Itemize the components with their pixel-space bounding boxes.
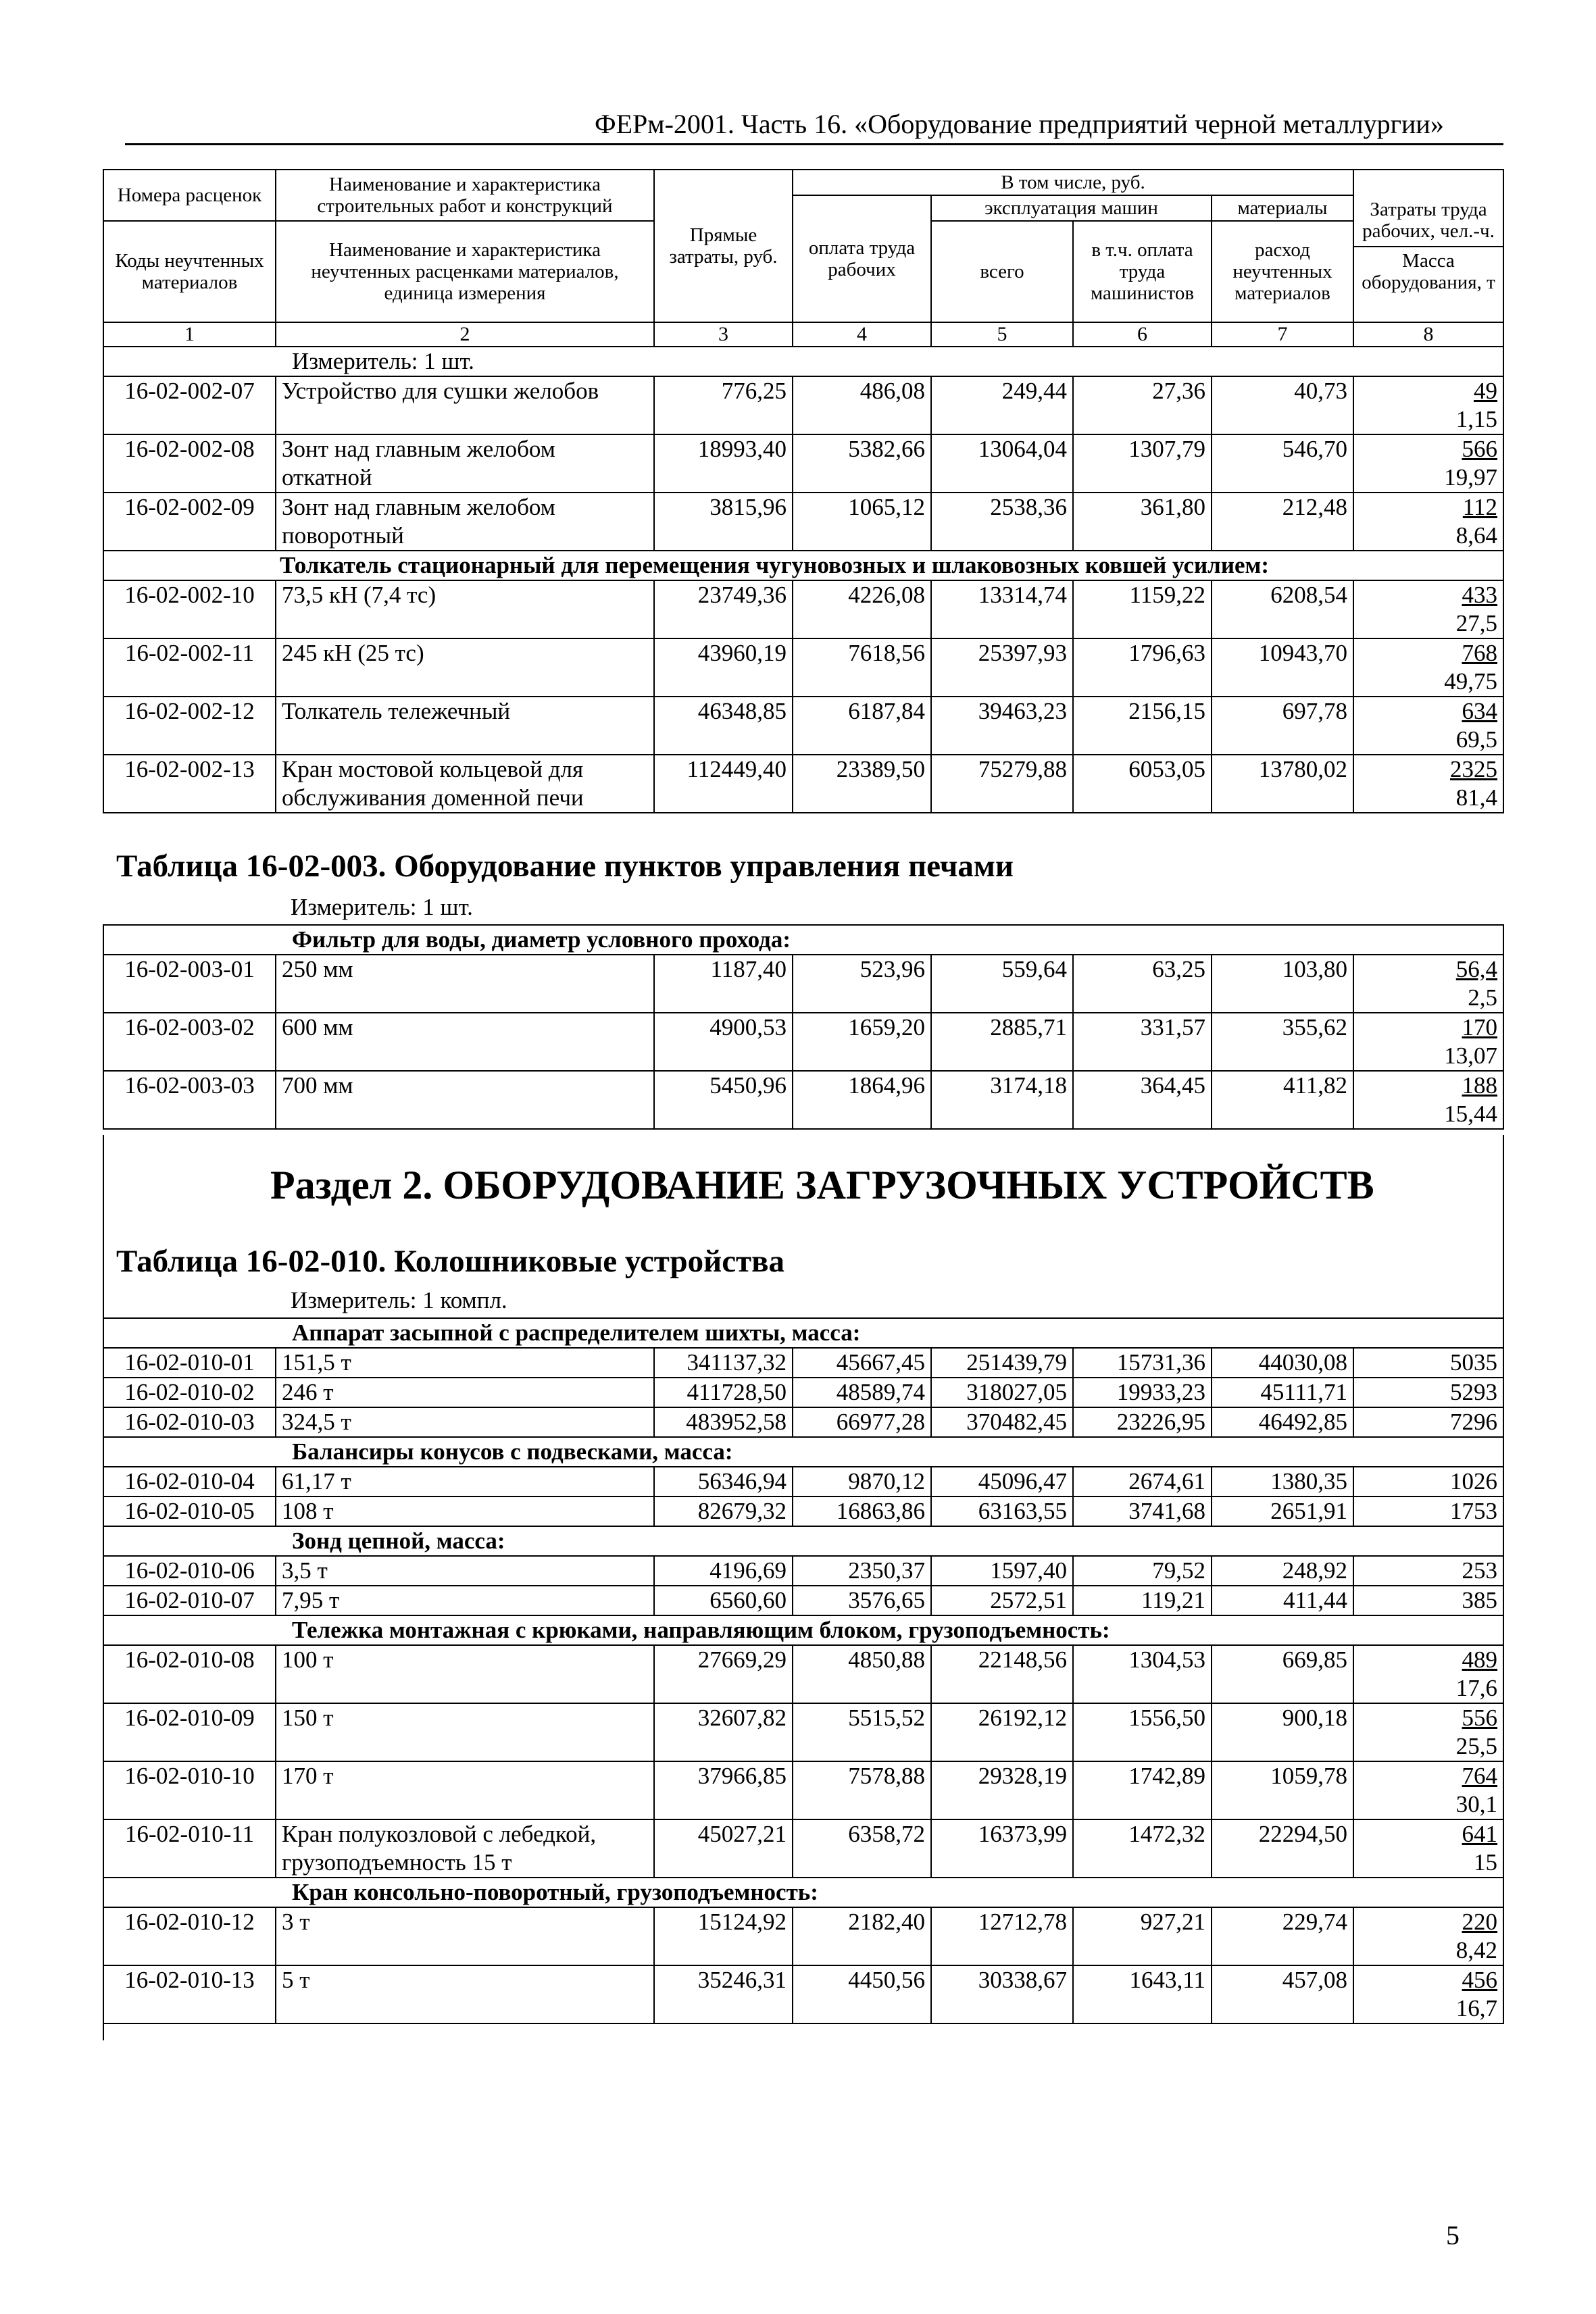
equipment-mass: 15,44 <box>1444 1101 1498 1127</box>
item-name: 108 т <box>276 1496 654 1526</box>
materials-cost: 248,92 <box>1212 1556 1353 1586</box>
rate-code: 16-02-002-07 <box>103 376 276 434</box>
direct-costs: 483952,58 <box>654 1407 793 1437</box>
column-number: 2 <box>276 322 654 347</box>
direct-costs: 15124,92 <box>654 1907 793 1965</box>
rate-code: 16-02-010-05 <box>103 1496 276 1526</box>
worker-pay: 48589,74 <box>793 1378 931 1407</box>
machine-total: 25397,93 <box>931 638 1073 697</box>
item-name: Кран полукозловой с лебедкой, грузоподъемность 15 т <box>276 1819 654 1878</box>
materials-cost: 1380,35 <box>1212 1467 1353 1496</box>
item-name: 3,5 т <box>276 1556 654 1586</box>
machinist-pay: 1159,22 <box>1073 580 1212 638</box>
labor-mass-cell <box>1353 1586 1503 1615</box>
machine-total: 1597,40 <box>931 1556 1073 1586</box>
materials-cost: 457,08 <box>1212 1965 1353 2023</box>
equipment-mass: 13,07 <box>1444 1042 1498 1069</box>
table-row <box>103 434 1503 493</box>
table-title-16-02-003: Таблица 16-02-003. Оборудование пунктов управления печами <box>116 849 1014 884</box>
machine-total: 30338,67 <box>931 1965 1073 2023</box>
machine-total: 13064,04 <box>931 434 1073 493</box>
machinist-pay: 1742,89 <box>1073 1761 1212 1819</box>
labor-hours: 220 <box>1462 1909 1498 1935</box>
direct-costs: 43960,19 <box>654 638 793 697</box>
direct-costs: 56346,94 <box>654 1467 793 1496</box>
table-row <box>103 638 1503 697</box>
worker-pay: 6358,72 <box>793 1819 931 1878</box>
direct-costs: 23749,36 <box>654 580 793 638</box>
table-row <box>103 1586 1503 1615</box>
materials-cost: 10943,70 <box>1212 638 1353 697</box>
table-row <box>103 1378 1503 1407</box>
machine-total: 3174,18 <box>931 1071 1073 1129</box>
table-title-16-02-010: Таблица 16-02-010. Колошниковые устройства <box>116 1244 785 1279</box>
worker-pay: 7618,56 <box>793 638 931 697</box>
header-worker-pay: оплата труда рабочих <box>793 195 931 322</box>
machinist-pay: 1304,53 <box>1073 1645 1212 1703</box>
worker-pay: 2350,37 <box>793 1556 931 1586</box>
machine-total: 39463,23 <box>931 697 1073 755</box>
materials-cost: 697,78 <box>1212 697 1353 755</box>
worker-pay: 1864,96 <box>793 1071 931 1129</box>
materials-cost: 13780,02 <box>1212 755 1353 813</box>
worker-pay: 66977,28 <box>793 1407 931 1437</box>
labor-hours: 170 <box>1462 1014 1498 1040</box>
labor-mass-cell <box>1353 955 1503 1013</box>
machinist-pay: 1796,63 <box>1073 638 1212 697</box>
table-row <box>103 1348 1503 1378</box>
worker-pay: 45667,45 <box>793 1348 931 1378</box>
header-material-codes: Коды неучтенных материалов <box>103 221 276 322</box>
equipment-mass: 1,15 <box>1455 406 1497 432</box>
materials-cost: 229,74 <box>1212 1907 1353 1965</box>
labor-mass-cell <box>1353 1761 1503 1819</box>
table-row <box>103 1407 1503 1437</box>
machinist-pay: 79,52 <box>1073 1556 1212 1586</box>
machine-total: 249,44 <box>931 376 1073 434</box>
worker-pay: 4226,08 <box>793 580 931 638</box>
materials-cost: 355,62 <box>1212 1013 1353 1071</box>
labor-hours: 112 <box>1462 494 1497 520</box>
item-name: Зонт над главным желобом поворотный <box>276 493 654 551</box>
group-heading: Фильтр для воды, диаметр условного прохода: <box>103 925 1503 955</box>
labor-mass-cell <box>1353 697 1503 755</box>
header-labor: Затраты труда рабочих, чел.-ч. <box>1354 196 1503 247</box>
machinist-pay: 15731,36 <box>1073 1348 1212 1378</box>
direct-costs: 18993,40 <box>654 434 793 493</box>
machine-total: 2538,36 <box>931 493 1073 551</box>
labor-mass-cell <box>1353 1013 1503 1071</box>
header-machine-operation: эксплуатация машин <box>931 195 1212 221</box>
item-name: 5 т <box>276 1965 654 2023</box>
equipment-mass: 15 <box>1474 1849 1498 1876</box>
item-name: 61,17 т <box>276 1467 654 1496</box>
measure-unit: Измеритель: 1 шт. <box>291 894 473 920</box>
labor-mass-cell <box>1353 580 1503 638</box>
worker-pay: 486,08 <box>793 376 931 434</box>
item-name: 7,95 т <box>276 1586 654 1615</box>
labor-mass-cell <box>1353 1965 1503 2023</box>
machinist-pay: 2156,15 <box>1073 697 1212 755</box>
equipment-mass: 30,1 <box>1455 1791 1498 1817</box>
machine-total: 22148,56 <box>931 1645 1073 1703</box>
column-number: 1 <box>103 322 276 347</box>
equipment-mass: 8,42 <box>1455 1937 1498 1963</box>
labor-hours: 5035 <box>1450 1349 1498 1376</box>
table-row <box>103 1071 1503 1129</box>
equipment-mass: 27,5 <box>1455 610 1497 636</box>
machinist-pay: 19933,23 <box>1073 1378 1212 1407</box>
direct-costs: 4900,53 <box>654 1013 793 1071</box>
machinist-pay: 6053,05 <box>1073 755 1212 813</box>
machinist-pay: 2674,61 <box>1073 1467 1212 1496</box>
item-name: 246 т <box>276 1378 654 1407</box>
machine-total: 370482,45 <box>931 1407 1073 1437</box>
item-name: Кран мостовой кольцевой для обслуживания доменной печи <box>276 755 654 813</box>
header-labor-mass <box>1353 170 1503 322</box>
rate-code: 16-02-003-01 <box>103 955 276 1013</box>
rate-code: 16-02-002-13 <box>103 755 276 813</box>
equipment-mass: 17,6 <box>1455 1675 1498 1701</box>
labor-mass-cell <box>1353 1467 1503 1496</box>
direct-costs: 4196,69 <box>654 1556 793 1586</box>
labor-mass-cell <box>1353 1378 1503 1407</box>
table-row <box>103 1467 1503 1496</box>
labor-hours: 1753 <box>1450 1498 1498 1524</box>
rate-code: 16-02-010-10 <box>103 1761 276 1819</box>
labor-hours: 556 <box>1462 1705 1498 1731</box>
labor-hours: 634 <box>1462 698 1497 724</box>
machinist-pay: 1307,79 <box>1073 434 1212 493</box>
rate-code: 16-02-002-12 <box>103 697 276 755</box>
labor-hours: 385 <box>1462 1587 1498 1613</box>
table-row <box>103 1496 1503 1526</box>
measure-unit: Измеритель: 1 компл. <box>291 1287 507 1313</box>
machinist-pay: 23226,95 <box>1073 1407 1212 1437</box>
equipment-mass: 69,5 <box>1455 726 1497 753</box>
machine-total: 12712,78 <box>931 1907 1073 1965</box>
rate-code: 16-02-010-03 <box>103 1407 276 1437</box>
machine-total: 29328,19 <box>931 1761 1073 1819</box>
labor-hours: 566 <box>1462 436 1497 462</box>
machine-total: 63163,55 <box>931 1496 1073 1526</box>
direct-costs: 6560,60 <box>654 1586 793 1615</box>
equipment-mass: 25,5 <box>1455 1733 1498 1759</box>
rate-code: 16-02-010-09 <box>103 1703 276 1761</box>
machine-total: 45096,47 <box>931 1467 1073 1496</box>
worker-pay: 2182,40 <box>793 1907 931 1965</box>
rates-table-16-02-003 <box>103 924 1504 1130</box>
machine-total: 16373,99 <box>931 1819 1073 1878</box>
materials-cost: 103,80 <box>1212 955 1353 1013</box>
labor-hours: 433 <box>1462 582 1497 608</box>
column-number: 8 <box>1353 322 1503 347</box>
group-heading: Кран консольно-поворотный, грузоподъемность: <box>103 1878 1503 1907</box>
materials-cost: 6208,54 <box>1212 580 1353 638</box>
materials-cost: 45111,71 <box>1212 1378 1353 1407</box>
equipment-mass: 2,5 <box>1468 984 1498 1011</box>
table-row <box>103 493 1503 551</box>
worker-pay: 4450,56 <box>793 1965 931 2023</box>
direct-costs: 27669,29 <box>654 1645 793 1703</box>
table-row <box>103 1645 1503 1703</box>
machinist-pay: 1472,32 <box>1073 1819 1212 1878</box>
column-number: 5 <box>931 322 1073 347</box>
item-name: 151,5 т <box>276 1348 654 1378</box>
labor-mass-cell <box>1353 1407 1503 1437</box>
rate-code: 16-02-010-11 <box>103 1819 276 1878</box>
labor-hours: 2325 <box>1450 756 1497 782</box>
group-heading: Толкатель стационарный для перемещения чугуновозных и шлаковозных ковшей усилием: <box>103 551 1503 580</box>
direct-costs: 45027,21 <box>654 1819 793 1878</box>
machinist-pay: 3741,68 <box>1073 1496 1212 1526</box>
labor-mass-cell <box>1353 434 1503 493</box>
column-number: 7 <box>1212 322 1353 347</box>
header-material-name: Наименование и характеристика неучтенных расценками материалов, единица измерения <box>276 221 654 322</box>
labor-mass-cell <box>1353 1703 1503 1761</box>
column-number: 3 <box>654 322 793 347</box>
column-number: 4 <box>793 322 931 347</box>
materials-cost: 1059,78 <box>1212 1761 1353 1819</box>
table-row <box>103 755 1503 813</box>
item-name: 73,5 кН (7,4 тс) <box>276 580 654 638</box>
machine-total: 2885,71 <box>931 1013 1073 1071</box>
group-heading: Тележка монтажная с крюками, направляющим блоком, грузоподъемность: <box>103 1615 1503 1645</box>
worker-pay: 9870,12 <box>793 1467 931 1496</box>
header-direct-costs: Прямые затраты, руб. <box>654 170 793 322</box>
direct-costs: 37966,85 <box>654 1761 793 1819</box>
rate-code: 16-02-010-08 <box>103 1645 276 1703</box>
header-rate-number: Номера расценок <box>103 170 276 221</box>
direct-costs: 776,25 <box>654 376 793 434</box>
labor-mass-cell <box>1353 493 1503 551</box>
worker-pay: 6187,84 <box>793 697 931 755</box>
materials-cost: 546,70 <box>1212 434 1353 493</box>
table-row <box>103 1965 1503 2023</box>
table-row <box>103 1761 1503 1819</box>
direct-costs: 411728,50 <box>654 1378 793 1407</box>
rate-code: 16-02-002-11 <box>103 638 276 697</box>
rates-table-16-02-010 <box>103 1317 1504 2024</box>
header-material-use: расход неучтенных материалов <box>1212 221 1353 322</box>
page-number: 5 <box>1446 2220 1460 2250</box>
worker-pay: 7578,88 <box>793 1761 931 1819</box>
item-name: Устройство для сушки желобов <box>276 376 654 434</box>
item-name: 600 мм <box>276 1013 654 1071</box>
labor-hours: 489 <box>1462 1646 1498 1673</box>
machinist-pay: 927,21 <box>1073 1907 1212 1965</box>
labor-mass-cell <box>1353 1819 1503 1878</box>
item-name: 324,5 т <box>276 1407 654 1437</box>
direct-costs: 1187,40 <box>654 955 793 1013</box>
machine-total: 251439,79 <box>931 1348 1073 1378</box>
labor-mass-cell <box>1353 1645 1503 1703</box>
equipment-mass: 49,75 <box>1444 668 1497 695</box>
direct-costs: 3815,96 <box>654 493 793 551</box>
machinist-pay: 1643,11 <box>1073 1965 1212 2023</box>
rate-code: 16-02-010-04 <box>103 1467 276 1496</box>
labor-hours: 188 <box>1462 1072 1498 1099</box>
rates-table-16-02-002 <box>103 169 1504 813</box>
header-rule <box>125 143 1503 145</box>
table-frame-right <box>1503 1135 1504 1331</box>
item-name: 100 т <box>276 1645 654 1703</box>
direct-costs: 46348,85 <box>654 697 793 755</box>
table-row <box>103 1819 1503 1878</box>
header-machinist-pay: в т.ч. оплата труда машинистов <box>1073 221 1212 322</box>
worker-pay: 1659,20 <box>793 1013 931 1071</box>
materials-cost: 669,85 <box>1212 1645 1353 1703</box>
header-including: В том числе, руб. <box>793 170 1353 195</box>
running-header: ФЕРм-2001. Часть 16. «Оборудование предприятий черной металлургии» <box>595 109 1444 139</box>
rate-code: 16-02-010-13 <box>103 1965 276 2023</box>
labor-hours: 49 <box>1474 378 1497 404</box>
labor-mass-cell <box>1353 1907 1503 1965</box>
labor-hours: 641 <box>1462 1821 1498 1847</box>
machine-total: 318027,05 <box>931 1378 1073 1407</box>
machinist-pay: 364,45 <box>1073 1071 1212 1129</box>
materials-cost: 411,82 <box>1212 1071 1353 1129</box>
column-number: 6 <box>1073 322 1212 347</box>
machinist-pay: 361,80 <box>1073 493 1212 551</box>
rate-code: 16-02-010-01 <box>103 1348 276 1378</box>
machine-total: 26192,12 <box>931 1703 1073 1761</box>
header-mass: Масса оборудования, т <box>1362 250 1495 293</box>
table-row <box>103 1013 1503 1071</box>
materials-cost: 44030,08 <box>1212 1348 1353 1378</box>
header-materials: материалы <box>1212 195 1353 221</box>
materials-cost: 40,73 <box>1212 376 1353 434</box>
worker-pay: 5382,66 <box>793 434 931 493</box>
labor-mass-cell <box>1353 638 1503 697</box>
group-heading: Балансиры конусов с подвесками, масса: <box>103 1437 1503 1467</box>
table-row <box>103 1907 1503 1965</box>
rate-code: 16-02-010-02 <box>103 1378 276 1407</box>
worker-pay: 3576,65 <box>793 1586 931 1615</box>
rate-code: 16-02-003-02 <box>103 1013 276 1071</box>
materials-cost: 46492,85 <box>1212 1407 1353 1437</box>
item-name: 3 т <box>276 1907 654 1965</box>
materials-cost: 212,48 <box>1212 493 1353 551</box>
labor-hours: 456 <box>1462 1967 1498 1993</box>
worker-pay: 523,96 <box>793 955 931 1013</box>
direct-costs: 112449,40 <box>654 755 793 813</box>
item-name: Зонт над главным желобом откатной <box>276 434 654 493</box>
equipment-mass: 16,7 <box>1455 1995 1498 2021</box>
labor-hours: 56,4 <box>1455 956 1498 982</box>
labor-hours: 253 <box>1462 1557 1498 1584</box>
equipment-mass: 19,97 <box>1444 464 1497 491</box>
materials-cost: 2651,91 <box>1212 1496 1353 1526</box>
direct-costs: 32607,82 <box>654 1703 793 1761</box>
item-name: 150 т <box>276 1703 654 1761</box>
worker-pay: 23389,50 <box>793 755 931 813</box>
direct-costs: 82679,32 <box>654 1496 793 1526</box>
direct-costs: 341137,32 <box>654 1348 793 1378</box>
item-name: 245 кН (25 тс) <box>276 638 654 697</box>
item-name: 170 т <box>276 1761 654 1819</box>
worker-pay: 1065,12 <box>793 493 931 551</box>
item-name: 700 мм <box>276 1071 654 1129</box>
machine-total: 2572,51 <box>931 1586 1073 1615</box>
item-name: 250 мм <box>276 955 654 1013</box>
rate-code: 16-02-002-08 <box>103 434 276 493</box>
labor-hours: 7296 <box>1450 1409 1498 1435</box>
header-machine-total: всего <box>931 221 1073 322</box>
machine-total: 13314,74 <box>931 580 1073 638</box>
materials-cost: 22294,50 <box>1212 1819 1353 1878</box>
table-row <box>103 955 1503 1013</box>
machinist-pay: 27,36 <box>1073 376 1212 434</box>
materials-cost: 900,18 <box>1212 1703 1353 1761</box>
labor-hours: 1026 <box>1450 1468 1498 1494</box>
section-title: Раздел 2. ОБОРУДОВАНИЕ ЗАГРУЗОЧНЫХ УСТРОЙСТВ <box>270 1163 1374 1207</box>
equipment-mass: 8,64 <box>1455 522 1497 549</box>
table-row <box>103 1556 1503 1586</box>
machinist-pay: 1556,50 <box>1073 1703 1212 1761</box>
table-row <box>103 697 1503 755</box>
machinist-pay: 63,25 <box>1073 955 1212 1013</box>
labor-mass-cell <box>1353 755 1503 813</box>
labor-mass-cell <box>1353 1556 1503 1586</box>
machine-total: 75279,88 <box>931 755 1073 813</box>
worker-pay: 4850,88 <box>793 1645 931 1703</box>
group-heading: Аппарат засыпной с распределителем шихты, масса: <box>103 1318 1503 1348</box>
worker-pay: 5515,52 <box>793 1703 931 1761</box>
labor-mass-cell <box>1353 1071 1503 1129</box>
labor-hours: 5293 <box>1450 1379 1498 1405</box>
direct-costs: 5450,96 <box>654 1071 793 1129</box>
worker-pay: 16863,86 <box>793 1496 931 1526</box>
rate-code: 16-02-003-03 <box>103 1071 276 1129</box>
table-row <box>103 580 1503 638</box>
group-heading: Зонд цепной, масса: <box>103 1526 1503 1556</box>
machinist-pay: 331,57 <box>1073 1013 1212 1071</box>
table-row <box>103 376 1503 434</box>
labor-hours: 768 <box>1462 640 1497 666</box>
rate-code: 16-02-010-06 <box>103 1556 276 1586</box>
machine-total: 559,64 <box>931 955 1073 1013</box>
rate-code: 16-02-002-09 <box>103 493 276 551</box>
labor-mass-cell <box>1353 1348 1503 1378</box>
equipment-mass: 81,4 <box>1455 784 1497 811</box>
measure-unit: Измеритель: 1 шт. <box>103 347 1503 376</box>
rate-code: 16-02-010-07 <box>103 1586 276 1615</box>
materials-cost: 411,44 <box>1212 1586 1353 1615</box>
labor-hours: 764 <box>1462 1763 1498 1789</box>
direct-costs: 35246,31 <box>654 1965 793 2023</box>
machinist-pay: 119,21 <box>1073 1586 1212 1615</box>
table-row <box>103 1703 1503 1761</box>
rate-code: 16-02-002-10 <box>103 580 276 638</box>
rate-code: 16-02-010-12 <box>103 1907 276 1965</box>
labor-mass-cell <box>1353 1496 1503 1526</box>
header-work-name: Наименование и характеристика строительных работ и конструкций <box>276 170 654 221</box>
item-name: Толкатель тележечный <box>276 697 654 755</box>
labor-mass-cell <box>1353 376 1503 434</box>
